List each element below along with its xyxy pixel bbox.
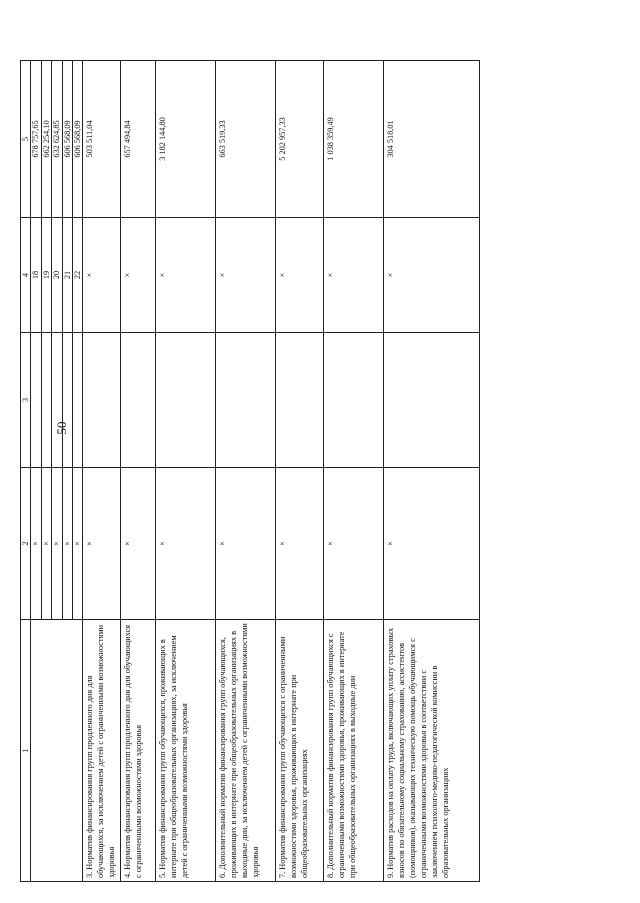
cell-col2: ×	[384, 468, 480, 620]
cell-col3	[384, 333, 480, 468]
cell-col2: ×	[323, 468, 383, 620]
cell-col2: ×	[52, 468, 62, 620]
cell-col4: ×	[215, 218, 275, 333]
header-cell: 2	[21, 468, 31, 620]
cell-col2: ×	[156, 468, 215, 620]
cell-col4: 18	[31, 218, 41, 333]
cell-col3	[215, 333, 275, 468]
row-name-cell: 9. Норматив расходов на оплату труда, включающих уплату страховых взносов по обязательному социальному страхованию, ассистентов (помощников), оказывающих техническую помощь обучающимся с ограниченными возможностями здоровья в соответствии с заключением психолого-медико-педагогической комиссии в образовательных организациях	[384, 620, 480, 882]
row-name-cell: 6. Дополнительный норматив финансирования групп обучающихся, проживающих в интернате при общеобразовательных организациях в выходные дни, за исключением детей с ограниченными возможностями здоровья	[215, 620, 275, 882]
cell-col3	[41, 333, 51, 468]
cell-col4: ×	[275, 218, 323, 333]
row-name-cell: 4. Норматив финансирования групп продленного дня для обучающихся с ограниченными возможностями здоровья	[120, 620, 155, 882]
cell-col4: ×	[83, 218, 120, 333]
table-row	[120, 61, 155, 882]
row-name-cell: 5. Норматив финансирования групп обучающихся, проживающих в интернате при общеобразовательных организациях, за исключением детей с ограниченными возможностями здоровья	[156, 620, 215, 882]
table-row	[323, 61, 383, 882]
empty-cell	[31, 620, 83, 882]
cell-col3	[83, 333, 120, 468]
cell-col5: 3 182 144,80	[156, 61, 215, 218]
cell-col3	[73, 333, 83, 468]
cell-col4: 21	[62, 218, 72, 333]
cell-col5: 678 757,65	[31, 61, 41, 218]
cell-col4: ×	[384, 218, 480, 333]
cell-col2: ×	[120, 468, 155, 620]
cell-col3	[31, 333, 41, 468]
cell-col2: ×	[275, 468, 323, 620]
cell-col5: 663 519,33	[215, 61, 275, 218]
page-number: 50	[54, 421, 69, 435]
cell-col2: ×	[73, 468, 83, 620]
cell-col5: 503 511,04	[83, 61, 120, 218]
table-row	[384, 61, 480, 882]
cell-col4: 20	[52, 218, 62, 333]
cell-col3	[275, 333, 323, 468]
cell-col2: ×	[62, 468, 72, 620]
cell-col5: 304 518,01	[384, 61, 480, 218]
cell-col2: ×	[41, 468, 51, 620]
norms-table	[20, 60, 480, 882]
cell-col2: ×	[215, 468, 275, 620]
row-name-cell: 8. Дополнительный норматив финансирования групп обучающихся с ограниченными возможностями здоровья, проживающих в интернате при общеобразовательных организациях в выходные дни	[323, 620, 383, 882]
cell-col4: ×	[120, 218, 155, 333]
cell-col3	[323, 333, 383, 468]
cell-col5: 657 494,84	[120, 61, 155, 218]
cell-col5: 606 568,09	[62, 61, 72, 218]
cell-col5: 632 624,85	[52, 61, 62, 218]
cell-col3	[52, 333, 62, 468]
header-cell: 5	[21, 61, 31, 218]
cell-col2: ×	[83, 468, 120, 620]
cell-col5: 606 568,09	[73, 61, 83, 218]
header-cell: 4	[21, 218, 31, 333]
table-row	[83, 61, 120, 882]
rotated-table-area	[20, 61, 480, 882]
cell-col5: 662 254,10	[41, 61, 51, 218]
cell-col4: 22	[73, 218, 83, 333]
cell-col3	[156, 333, 215, 468]
cell-col3	[120, 333, 155, 468]
cell-col4: 19	[41, 218, 51, 333]
cell-col4: ×	[156, 218, 215, 333]
table-row	[215, 61, 275, 882]
header-cell: 1	[21, 620, 31, 882]
row-name-cell: 3. Норматив финансирования групп продленного дня для обучающихся, за исключением детей с ограниченными возможностями здоровья	[83, 620, 120, 882]
cell-col5: 1 038 359,49	[323, 61, 383, 218]
cell-col3	[62, 333, 72, 468]
cell-col5: 5 202 957,33	[275, 61, 323, 218]
table-row	[275, 61, 323, 882]
cell-col2: ×	[31, 468, 41, 620]
table-header-row	[21, 61, 31, 882]
table-row	[156, 61, 215, 882]
cell-col4: ×	[323, 218, 383, 333]
table-row	[31, 61, 41, 882]
header-cell: 3	[21, 333, 31, 468]
row-name-cell: 7. Норматив финансирования групп обучающихся с ограниченными возможностями здоровья, проживающих в интернате при общеобразовательных организациях	[275, 620, 323, 882]
